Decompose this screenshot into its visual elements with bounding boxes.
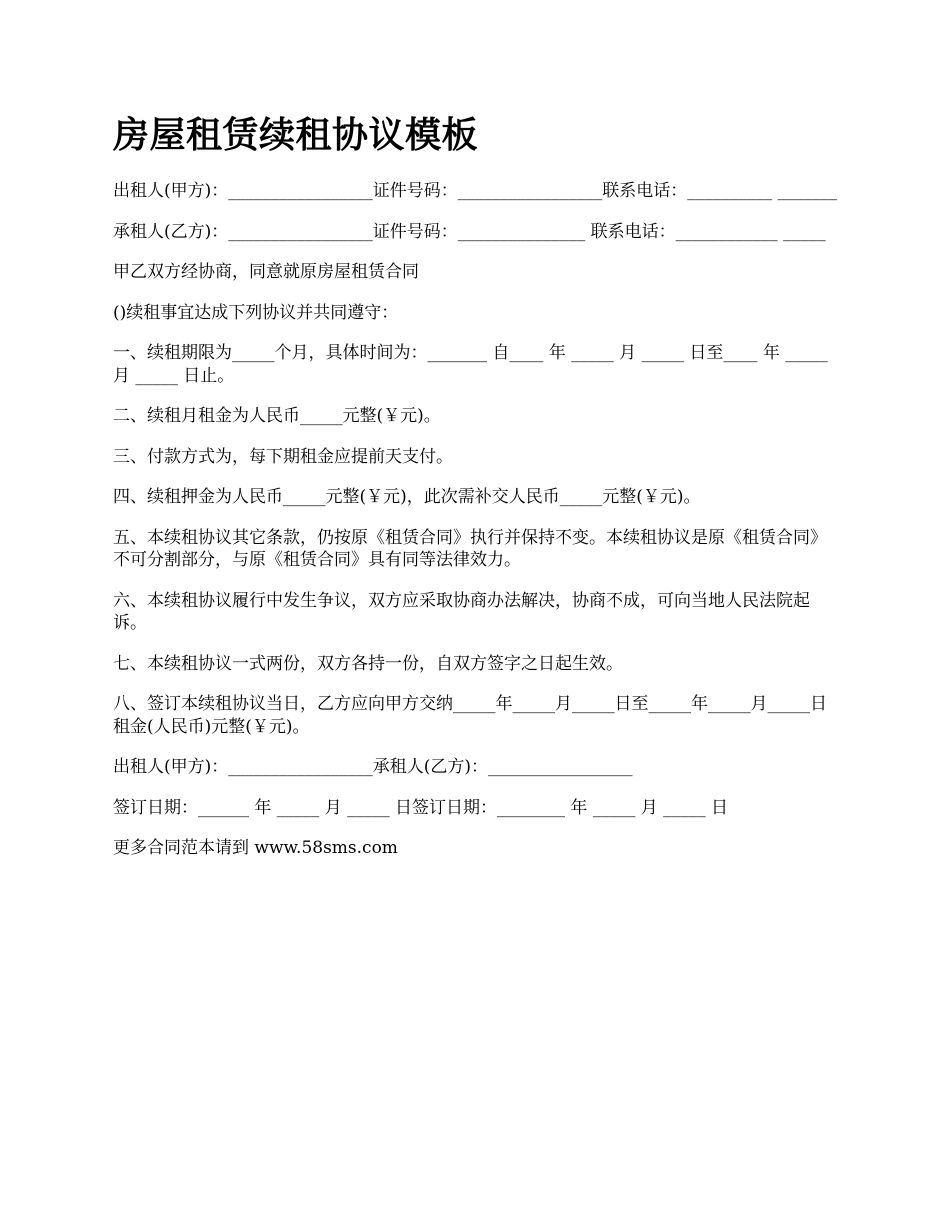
signing-date-line: 签订日期：______ 年 _____ 月 _____ 日签订日期：________ 年 _____ 月 _____ 日 [113,797,729,818]
clause-3-payment-method: 三、付款方式为，每下期租金应提前天支付。 [113,446,453,467]
clause-6-disputes: 六、本续租协议履行中发生争议，双方应采取协商办法解决，协商不成，可向当地人民法院起诉。 [113,590,810,633]
signature-parties-line: 出租人(甲方)：_________________承租人(乙方)：_________________ [113,757,633,777]
intro-paragraph: 甲乙双方经协商，同意就原房屋租赁合同 [113,262,419,282]
clause-4-deposit: 四、续租押金为人民币_____元整(￥元)，此次需补交人民币_____元整(￥元)。 [113,487,701,507]
clause-2-monthly-rent: 二、续租月租金为人民币_____元整(￥元)。 [113,406,441,426]
lessee-info-line: 承租人(乙方)：_________________证件号码：_______________ 联系电话：____________ _____ [113,221,826,242]
clause-1-renewal-term: 一、续租期限为_____个月，具体时间为：_______ 自____ 年 _____ 月 _____ 日至____ 年 _____ 月 _____ 日止。 [113,343,828,386]
more-templates-footer: 更多合同范本请到 www.58sms.com [113,838,398,858]
clause-7-copies: 七、本续租协议一式两份，双方各持一份，自双方签字之日起生效。 [113,653,623,674]
intro-continuation: ()续租事宜达成下列协议并共同遵守： [113,302,399,323]
clause-5-other-terms: 五、本续租协议其它条款，仍按原《租赁合同》执行并保持不变。本续租协议是原《租赁合同》不可分割部分，与原《租赁合同》具有同等法律效力。 [113,527,827,570]
document-title: 房屋租赁续租协议模板 [113,115,479,156]
lessor-info-line: 出租人(甲方)：_________________证件号码：_________________联系电话：__________ _______ [113,181,838,201]
clause-8-rent-payment: 八、签订本续租协议当日，乙方应向甲方交纳_____年_____月_____日至_____年_____月_____日租金(人民币)元整(￥元)。 [113,694,827,737]
document-page [113,110,839,878]
